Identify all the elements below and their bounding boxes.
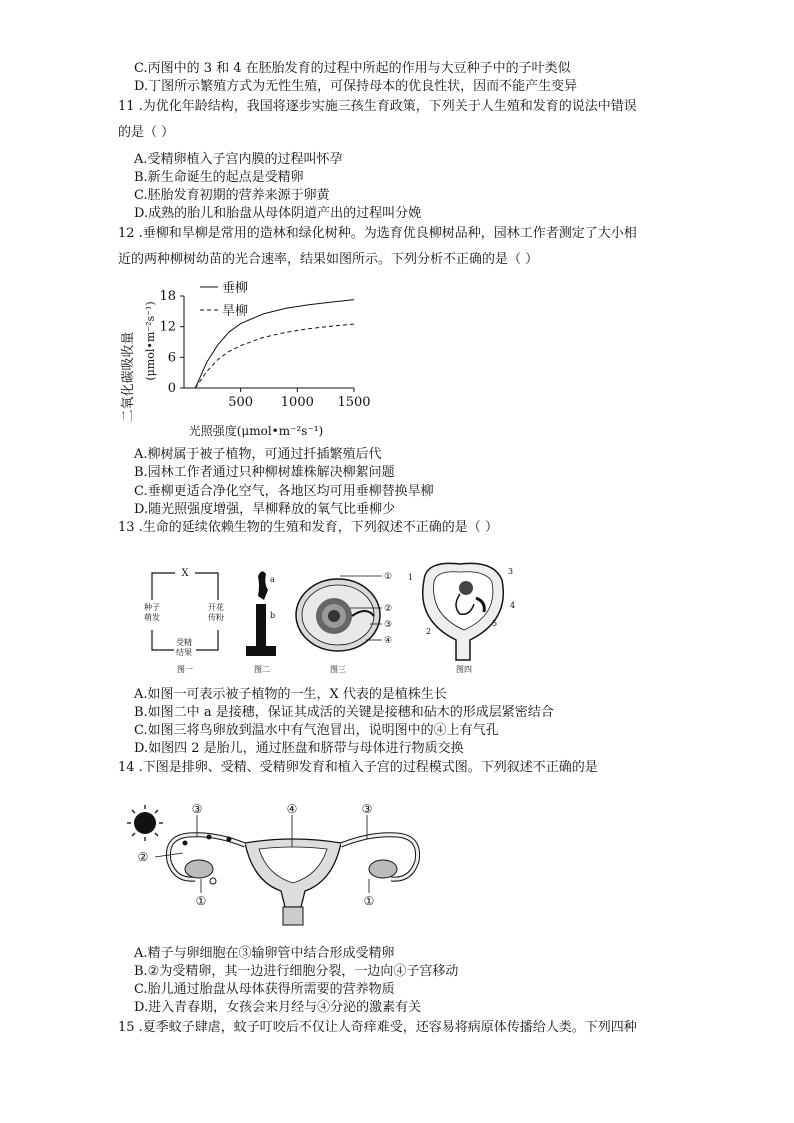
q14-option-b: B.②为受精卵，其一边进行细胞分裂，一边向④子宫移动	[134, 964, 459, 979]
q14-reproductive-diagram	[125, 795, 425, 930]
q14-option-d: D.进入青春期，女孩会来月经与④分泌的激素有关	[134, 1000, 422, 1015]
label-c1-right: ①	[363, 894, 375, 908]
chart-yunit: (μmol•m⁻²s⁻¹)	[144, 301, 157, 381]
label-c4: ④	[286, 802, 298, 816]
figure-2-grafting	[246, 571, 276, 674]
chart-series-line-1	[195, 324, 354, 388]
chart-x-tick-label: 500	[228, 395, 254, 410]
fig1-left-label: 种子	[144, 603, 160, 612]
fig2-a: a	[270, 575, 275, 584]
label-c1-left: ①	[195, 894, 207, 908]
fig3-label-4: ④	[384, 636, 393, 646]
figure-1-life-cycle	[144, 568, 224, 674]
photosynthesis-chart	[118, 275, 378, 445]
fig4-label-1: 1	[408, 573, 414, 582]
fig4-label-5: 5	[492, 619, 498, 628]
q11-option-b: B.新生命诞生的起点是受精卵	[134, 170, 304, 185]
chart-x-tick-label: 1500	[337, 395, 371, 410]
q11-option-a: A.受精卵植入子宫内膜的过程叫怀孕	[134, 152, 343, 167]
label-c3-left: ③	[191, 802, 203, 816]
chart-xlabel: 光照强度(μmol•m⁻²s⁻¹)	[188, 424, 324, 438]
q12-option-b: B.园林工作者通过只种柳树雄株解决柳絮问题	[134, 465, 395, 480]
sun-icon	[127, 805, 163, 841]
q10-option-c: C.丙图中的 3 和 4 在胚胎发育的过程中所起的作用与大豆种子中的子叶类似	[134, 61, 571, 76]
q13-stem: 13 .生命的延续依赖生物的生殖和发育，下列叙述不正确的是（ ）	[118, 520, 498, 535]
q15-stem: 15 .夏季蚊子肆虐，蚊子叮咬后不仅让人奇痒难受，还容易将病原体传播给人类。下列四种	[118, 1020, 637, 1035]
q11-stem-line2: 的是（ ）	[118, 125, 175, 140]
q13-figures	[130, 560, 550, 675]
fig4-label-2: 2	[426, 627, 432, 636]
fig2-caption: 图二	[254, 665, 270, 674]
fig2-b: b	[270, 611, 276, 620]
q13-option-c: C.如图三将鸟卵放到温水中有气泡冒出，说明图中的④上有气孔	[134, 723, 499, 738]
fig3-caption: 图三	[330, 665, 346, 674]
q12-stem-line2: 近的两种柳树幼苗的光合速率，结果如图所示。下列分析不正确的是（ ）	[118, 252, 539, 267]
q14-option-a: A.精子与卵细胞在③输卵管中结合形成受精卵	[134, 946, 395, 961]
fig4-label-4: 4	[510, 601, 516, 610]
chart-y-tick-label: 18	[159, 289, 176, 304]
chart-y-tick-label: 6	[167, 350, 176, 366]
fig1-bottom-label-2: 结果	[176, 648, 192, 657]
figure-3-bird-egg	[296, 572, 392, 674]
label-c2: ②	[137, 850, 149, 864]
q12-option-c: C.垂柳更适合净化空气，各地区均可用垂柳替换旱柳	[134, 484, 434, 499]
figure-4-uterus	[408, 563, 515, 674]
fig1-caption: 图一	[177, 665, 193, 674]
q13-option-b: B.如图二中 a 是接穗，保证其成活的关键是接穗和砧木的形成层紧密结合	[134, 705, 554, 720]
q11-option-c: C.胚胎发育初期的营养来源于卵黄	[134, 188, 330, 203]
q11-stem-line1: 11 .为优化年龄结构，我国将逐步实施三孩生育政策，下列关于人生殖和发育的说法中错误	[118, 99, 637, 114]
fig3-label-1: ①	[384, 572, 393, 582]
fig1-right-label: 开花	[208, 603, 224, 612]
fig3-label-2: ②	[384, 604, 393, 614]
chart-ylabel: 二氧化碳吸收量	[121, 331, 136, 423]
fig1-left-label-2: 萌发	[144, 613, 160, 622]
q12-option-a: A.柳树属于被子植物，可通过扦插繁殖后代	[134, 447, 382, 462]
chart-legend-label-1: 旱柳	[222, 304, 249, 319]
chart-series-line-0	[195, 300, 354, 388]
q12-option-d: D.随光照强度增强，旱柳释放的氧气比垂柳少	[134, 502, 396, 517]
q10-option-d: D.丁图所示繁殖方式为无性生殖，可保持母本的优良性状，因而不能产生变异	[134, 79, 578, 94]
fig1-right-label-2: 传粉	[208, 613, 224, 622]
q13-option-d: D.如图四 2 是胎儿，通过胚盘和脐带与母体进行物质交换	[134, 741, 464, 756]
q11-option-d: D.成熟的胎儿和胎盘从母体阴道产出的过程叫分娩	[134, 206, 422, 221]
q14-stem: 14 .下图是排卵、受精、受精卵发育和植入子宫的过程模式图。下列叙述不正确的是	[118, 760, 598, 775]
q14-option-c: C.胎儿通过胎盘从母体获得所需要的营养物质	[134, 982, 395, 997]
chart-y-tick-label: 0	[167, 381, 176, 396]
chart-x-tick-label: 1000	[280, 395, 314, 410]
fig1-x: X	[181, 568, 189, 579]
label-c3-right: ③	[361, 802, 373, 816]
fig4-caption: 图四	[456, 665, 472, 674]
fig3-label-3: ③	[384, 620, 393, 630]
chart-legend-label-0: 垂柳	[222, 281, 249, 296]
chart-y-tick-label: 12	[159, 319, 176, 335]
fig1-bottom-label: 受精	[176, 638, 192, 647]
q13-option-a: A.如图一可表示被子植物的一生，X 代表的是植株生长	[134, 687, 447, 702]
q12-stem-line1: 12 .垂柳和旱柳是常用的造林和绿化树种。为选育优良柳树品种，园林工作者测定了大小相	[118, 226, 637, 241]
fig4-label-3: 3	[508, 567, 514, 576]
